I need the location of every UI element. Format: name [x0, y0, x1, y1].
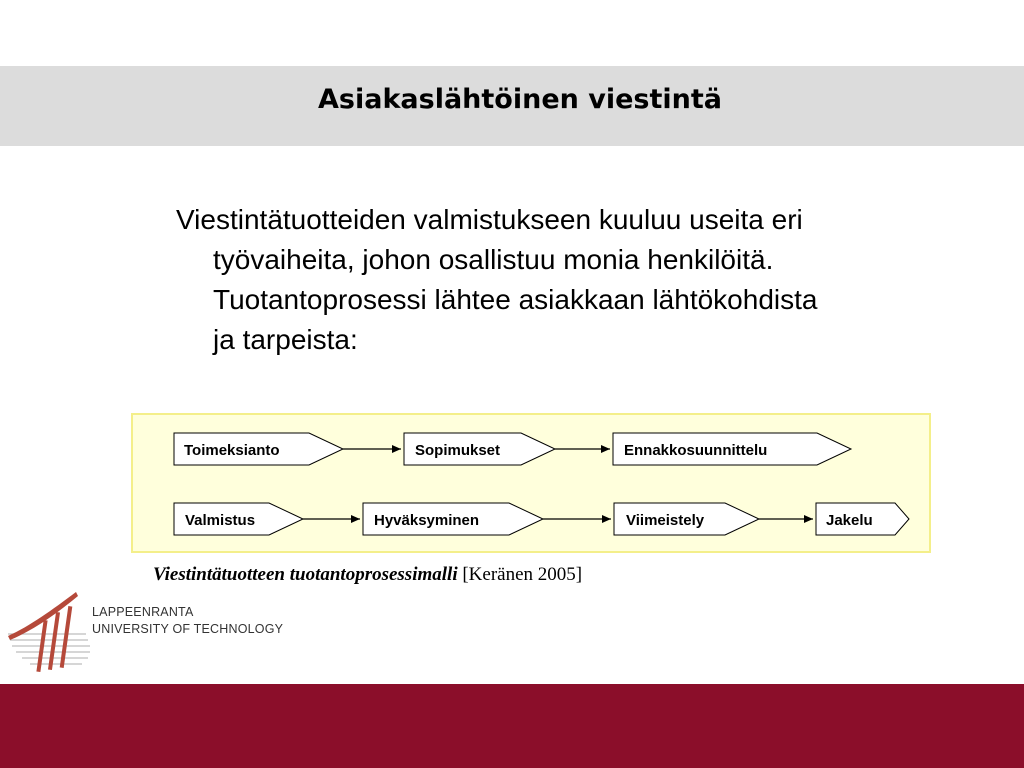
body-line: Viestintätuotteiden valmistukseen kuuluu useita eri [176, 204, 803, 235]
step-label: Viimeistely [626, 512, 705, 529]
process-diagram [131, 413, 931, 553]
step-valmistus [174, 503, 303, 535]
body-line: työvaiheita, johon osallistuu monia henkilöitä. [213, 244, 774, 275]
step-toimeksianto [174, 433, 343, 465]
step-hyvaksyminen [363, 503, 543, 535]
step-label: Valmistus [185, 512, 256, 529]
step-label: Ennakkosuunnittelu [624, 442, 768, 459]
slide-title: Asiakaslähtöinen viestintä [318, 84, 722, 115]
university-logo [6, 590, 306, 676]
step-label: Toimeksianto [184, 442, 280, 459]
step-jakelu [816, 503, 909, 535]
caption-title: Viestintätuotteen tuotantoprosessimalli [153, 564, 458, 585]
logo-text [92, 604, 283, 638]
logo-emblem-icon [6, 590, 92, 676]
footer-bar [0, 684, 1024, 768]
logo-line: LAPPEENRANTA [92, 605, 194, 619]
step-viimeistely [614, 503, 759, 535]
step-label: Hyväksyminen [374, 512, 480, 529]
diagram-caption [153, 564, 582, 586]
step-label: Jakelu [826, 512, 873, 529]
body-text [176, 200, 976, 360]
step-sopimukset [404, 433, 555, 465]
logo-line: UNIVERSITY OF TECHNOLOGY [92, 622, 284, 636]
body-line: Tuotantoprosessi lähtee asiakkaan lähtökohdista [213, 284, 818, 315]
caption-source: [Keränen 2005] [462, 564, 583, 585]
step-ennakkosuunnittelu [613, 433, 851, 465]
process-diagram-canvas [133, 415, 929, 551]
step-label: Sopimukset [415, 442, 501, 459]
body-line: ja tarpeista: [213, 324, 358, 355]
